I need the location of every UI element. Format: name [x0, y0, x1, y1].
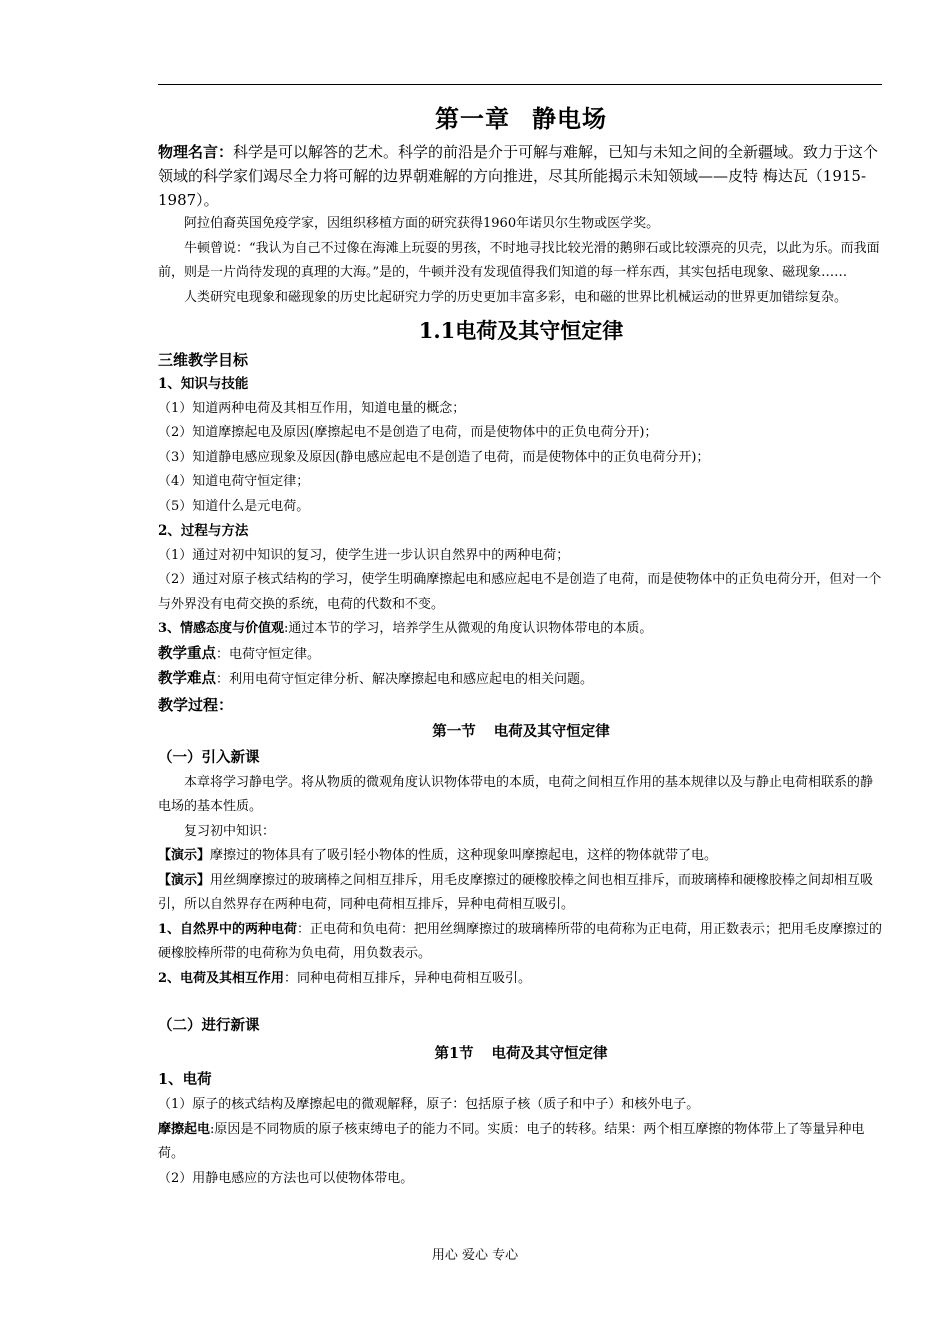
process-title: 教学过程： [158, 695, 234, 714]
knowledge-item: （1）知道两种电荷及其相互作用，知道电量的概念； [158, 400, 466, 416]
intro-paragraph: 阿拉伯裔英国免疫学家，因组织移植方面的研究获得1960年诺贝尔生物或医学奖。 [184, 216, 660, 231]
difficulty: 教学难点：利用电荷守恒定律分析、解决摩擦起电和感应起电的相关问题。 [158, 670, 594, 687]
page-footer: 用心 爱心 专心 [431, 1248, 519, 1263]
physics-quote [158, 140, 884, 212]
new-lesson-title: 第1节 电荷及其守恒定律 [434, 1045, 608, 1062]
demo-2: 【演示】用丝绸摩擦过的玻璃棒之间相互排斥，用毛皮摩擦过的硬橡胶棒之间也相互排斥，而玻璃棒和硬橡胶棒之间却相互吸引，所以自然界存在两种电荷，同种电荷相互排斥，异种电荷相互吸引。 [158, 872, 874, 912]
knowledge-item: （2）知道摩擦起电及原因(摩擦起电不是创造了电荷，而是使物体中的正负电荷分开)； [158, 425, 658, 440]
quote-text: 科学是可以解答的艺术。科学的前沿是介于可解与难解，已知与未知之间的全新疆域。致力于这个领域的科学家们竭尽全力将可解的边界朝难解的方向推进，尽其所能揭示未知领域——皮特 梅达瓦（1915-1987）。 [158, 143, 879, 209]
review-line: 复习初中知识： [184, 823, 276, 839]
induction-line: （2）用静电感应的方法也可以使物体带电。 [158, 1170, 414, 1186]
intro-new-heading: （一）引入新课 [158, 748, 260, 766]
charge-interaction: 2、电荷及其相互作用：同种电荷相互排斥，异种电荷相互吸引。 [158, 970, 532, 986]
document-body [158, 98, 884, 1191]
emotion-goal: 3、情感态度与价值观:通过本节的学习，培养学生从微观的角度认识物体带电的本质。 [158, 621, 653, 636]
charge-heading: 1、电荷 [158, 1071, 212, 1088]
process-item: （2）通过对原子核式结构的学习，使学生明确摩擦起电和感应起电不是创造了电荷，而是使物体中的正负电荷分开，但对一个与外界没有电荷交换的系统，电荷的代数和不变。 [158, 572, 882, 612]
lesson-title: 第一节 电荷及其守恒定律 [432, 722, 610, 740]
knowledge-item: （4）知道电荷守恒定律； [158, 474, 310, 489]
intro-new-paragraph: 本章将学习静电学。将从物质的微观角度认识物体带电的本质，电荷之间相互作用的基本规律以及与静止电荷相联系的静电场的基本性质。 [158, 774, 874, 814]
goals-heading: 三维教学目标 [158, 351, 249, 369]
atom-structure: （1）原子的核式结构及摩擦起电的微观解释，原子：包括原子核（质子和中子）和核外电子。 [158, 1097, 700, 1112]
two-charges: 1、自然界中的两种电荷：正电荷和负电荷：把用丝绸摩擦过的玻璃棒所带的电荷称为正电荷，用正数表示；把用毛皮摩擦过的硬橡胶棒所带的电荷称为负电荷，用负数表示。 [158, 921, 883, 961]
knowledge-item: （5）知道什么是元电荷。 [158, 498, 310, 514]
knowledge-item: （3）知道静电感应现象及原因(静电感应起电不是创造了电荷，而是使物体中的正负电荷分开)； [158, 449, 710, 465]
new-lesson-heading: （二）进行新课 [158, 1017, 260, 1034]
key-point: 教学重点：电荷守恒定律。 [158, 644, 321, 662]
process-heading: 2、过程与方法 [158, 523, 249, 539]
section-title: 1.1电荷及其守恒定律 [418, 318, 624, 343]
chapter-title: 第一章 静电场 [435, 104, 607, 133]
process-item: （1）通过对初中知识的复习，使学生进一步认识自然界中的两种电荷； [158, 547, 570, 563]
header-rule [158, 84, 882, 85]
intro-paragraph: 人类研究电现象和磁现象的历史比起研究力学的历史更加丰富多彩，电和磁的世界比机械运动的世界更加错综复杂。 [184, 289, 848, 305]
intro-paragraph: 牛顿曾说：“我认为自己不过像在海滩上玩耍的男孩，不时地寻找比较光滑的鹅卵石或比较漂亮的贝壳，以此为乐。而我面前，则是一片尚待发现的真理的大海。”是的，牛顿并没有发现值得我们知道的每一样东西，其实包括电现象、磁现象…… [158, 240, 880, 280]
knowledge-heading: 1、知识与技能 [158, 376, 249, 392]
quote-label: 物理名言： [158, 143, 234, 161]
demo-1: 【演示】摩擦过的物体具有了吸引轻小物体的性质，这种现象叫摩擦起电，这样的物体就带了电。 [158, 848, 718, 863]
friction-electricity: 摩擦起电:原因是不同物质的原子核束缚电子的能力不同。实质：电子的转移。结果：两个相互摩擦的物体带上了等量异种电荷。 [158, 1121, 865, 1161]
